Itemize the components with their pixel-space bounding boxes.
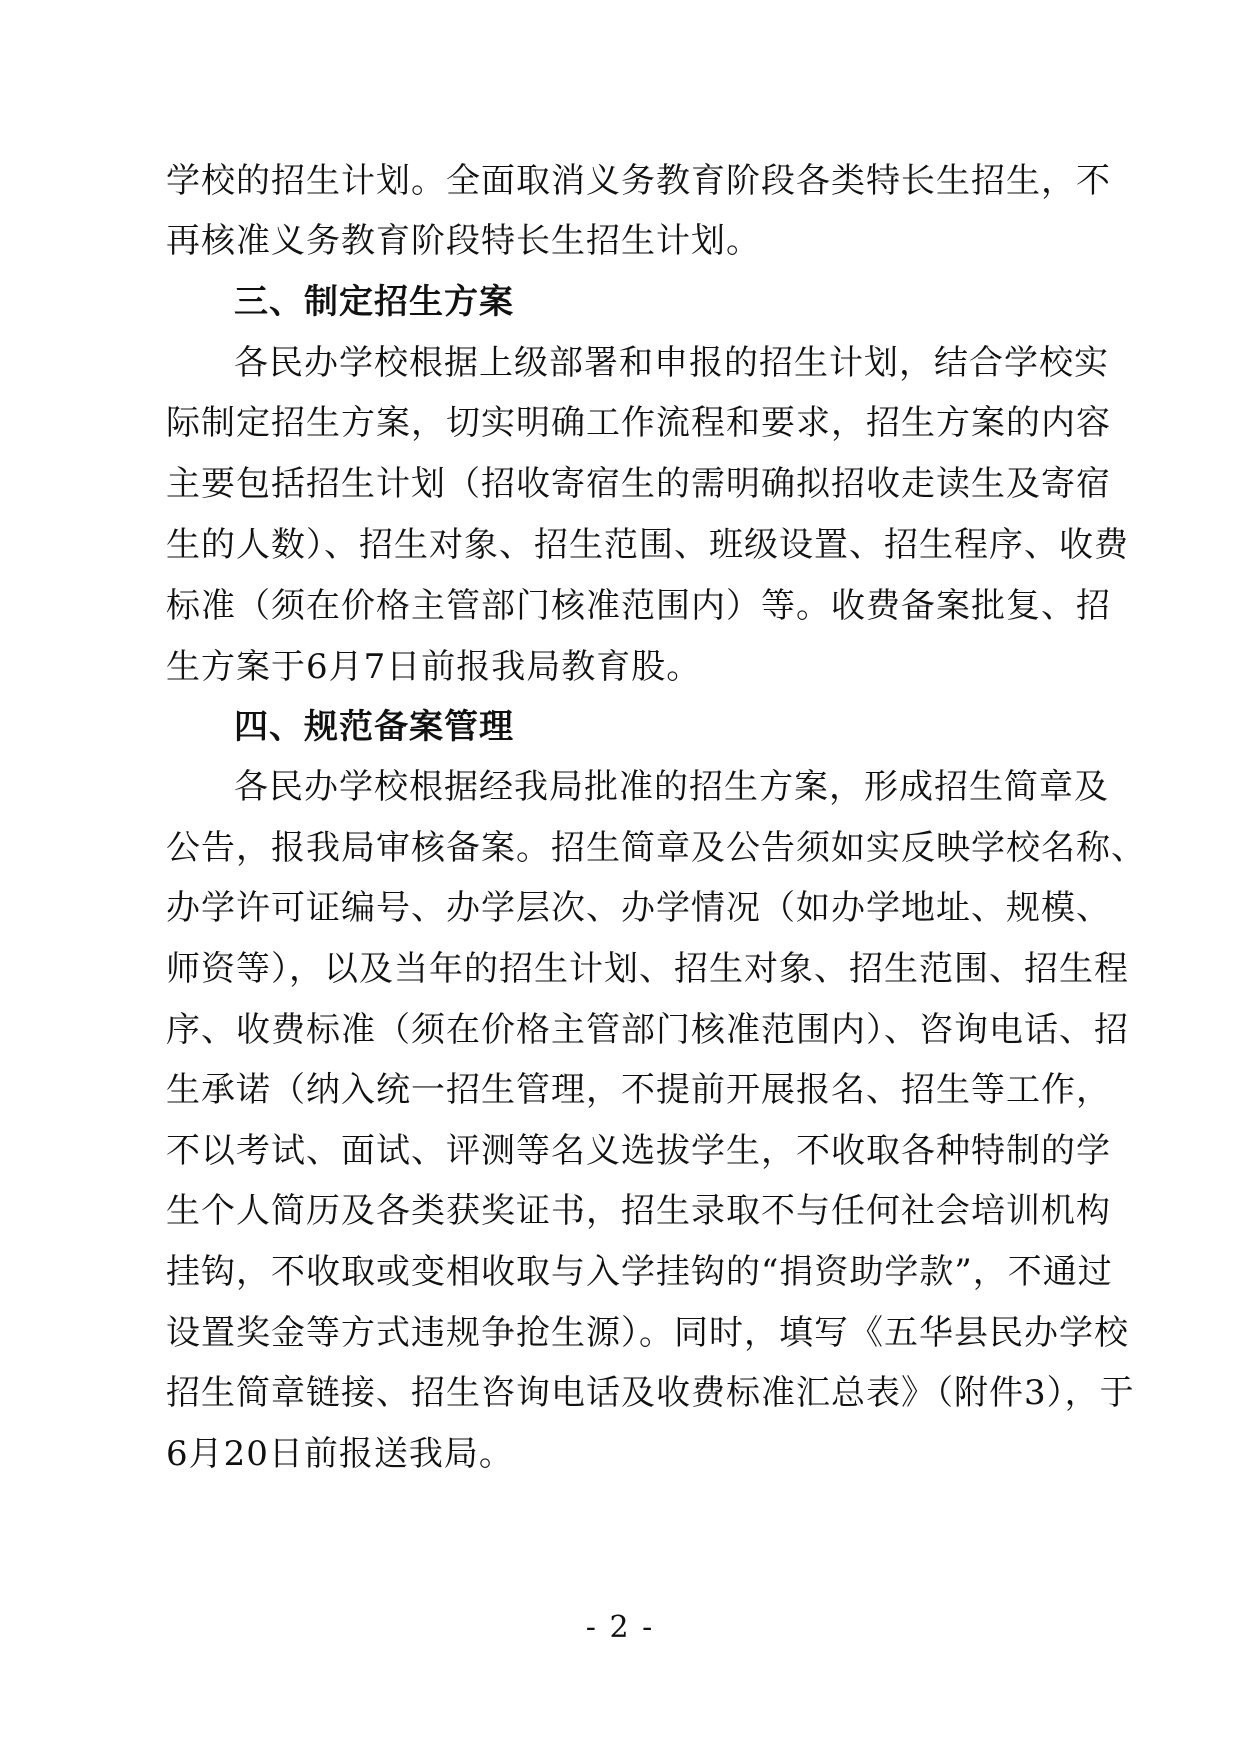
- body-line: 主要包括招生计划（招收寄宿生的需明确拟招收走读生及寄宿: [166, 464, 1111, 504]
- body-line: 生的人数）、招生对象、招生范围、班级设置、招生程序、收费: [166, 525, 1129, 565]
- body-line: 生个人简历及各类获奖证书，招生录取不与任何社会培训机构: [166, 1191, 1111, 1231]
- body-line: 序、收费标准（须在价格主管部门核准范围内）、咨询电话、招: [166, 1010, 1129, 1050]
- body-line: 各民办学校根据上级部署和申报的招生计划，结合学校实: [234, 343, 1109, 383]
- body-line: 招生简章链接、招生咨询电话及收费标准汇总表》（附件3），于: [166, 1373, 1135, 1413]
- body-line: 办学许可证编号、办学层次、办学情况（如办学地址、规模、: [166, 888, 1111, 928]
- body-line: 标准（须在价格主管部门核准范围内）等。收费备案批复、招: [166, 586, 1111, 626]
- body-line: 各民办学校根据经我局批准的招生方案，形成招生简章及: [234, 767, 1109, 807]
- body-line: 挂钩，不收取或变相收取与入学挂钩的“捐资助学款”，不通过: [166, 1252, 1113, 1292]
- section-heading-4: 四、规范备案管理: [234, 707, 514, 747]
- page-number: - 2 -: [585, 1610, 655, 1645]
- body-line: 际制定招生方案，切实明确工作流程和要求，招生方案的内容: [166, 403, 1111, 443]
- body-line: 生承诺（纳入统一招生管理，不提前开展报名、招生等工作，: [166, 1070, 1111, 1110]
- body-line: 师资等），以及当年的招生计划、招生对象、招生范围、招生程: [166, 949, 1129, 989]
- body-line: 再核准义务教育阶段特长生招生计划。: [166, 221, 761, 261]
- body-line: 设置奖金等方式违规争抢生源）。同时，填写《五华县民办学校: [166, 1313, 1129, 1353]
- body-line: 公告，报我局审核备案。招生简章及公告须如实反映学校名称、: [166, 828, 1146, 868]
- body-line: 生方案于6月7日前报我局教育股。: [166, 647, 702, 687]
- body-line: 学校的招生计划。全面取消义务教育阶段各类特长生招生，不: [166, 161, 1111, 201]
- body-line: 不以考试、面试、评测等名义选拔学生，不收取各种特制的学: [166, 1131, 1111, 1171]
- body-line: 6月20日前报送我局。: [166, 1434, 514, 1474]
- section-heading-3: 三、制定招生方案: [234, 282, 514, 322]
